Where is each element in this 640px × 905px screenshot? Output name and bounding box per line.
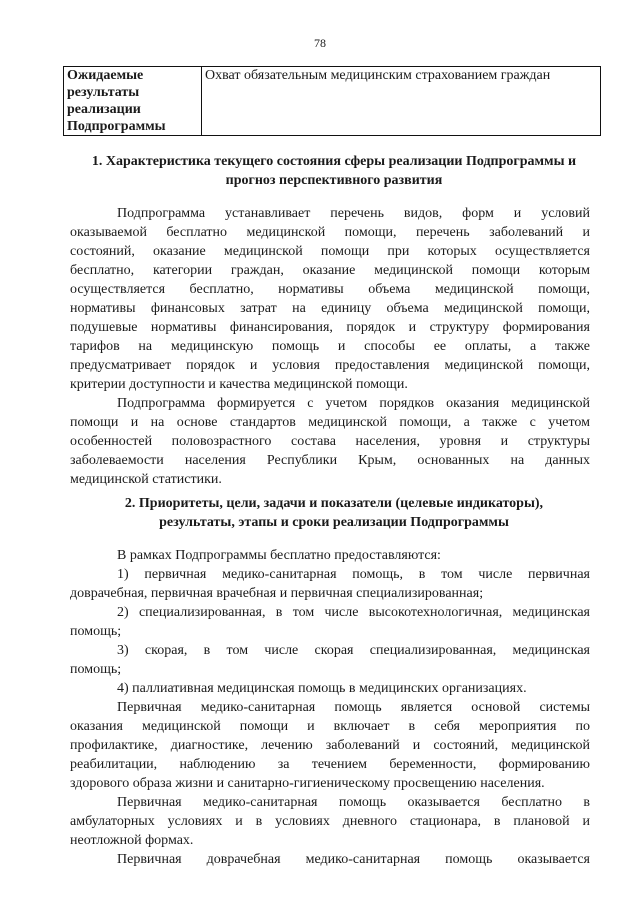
list-item-4: 4) паллиативная медицинская помощь в медицинских организациях. [117,681,527,696]
label-line: реализации [67,102,141,117]
text-line: особенностей половозрастного состава населения, уровня и структуры [70,434,590,449]
text-line: тарифов на медицинскую помощь и способы ее оплаты, а также [70,339,590,354]
text-line: бесплатно, категории граждан, оказание медицинской помощи которым [70,263,590,278]
label-line: результаты [67,85,140,100]
title-line: 2. Приоритеты, цели, задачи и показатели (целевые индикаторы), [124,496,544,511]
text-line: Подпрограмма устанавливает перечень видов, форм и условий [117,206,590,221]
section1-title [70,152,598,190]
text-line: осуществляется бесплатно, нормативы объема медицинской помощи, [70,282,590,297]
text-line: Первичная медико-санитарная помощь является основой системы [117,700,590,715]
text-line: предусматривает порядок и условия предоставления медицинской помощи, [70,358,590,373]
text-line: заболеваемости населения Республики Крым, основанных на данных [70,453,590,468]
text-line: Подпрограмма формируется с учетом порядков оказания медицинской [117,396,590,411]
list-item-3: 3) скорая, в том числе скорая специализированная, медицинская [117,643,590,658]
title-line: результаты, этапы и сроки реализации Подпрограммы [159,515,509,530]
text-line: реабилитации, наблюдению за течением беременности, формированию [70,757,590,772]
expected-results-value: Охват обязательным медицинским страхованием граждан [202,67,601,136]
expected-results-label [64,67,202,136]
title-line: прогноз перспективного развития [225,173,443,188]
text-line: критерии доступности и качества медицинской помощи. [70,377,408,392]
text-line: оказания медицинской помощи и включает в себя мероприятия по [70,719,590,734]
section1-paragraph-1 [70,204,590,394]
text-line: помощь; [70,624,122,639]
text-line: подушевые нормативы финансирования, порядок и структуру формирования [70,320,590,335]
text-line: неотложной формах. [70,833,194,848]
label-line: Подпрограммы [67,119,166,134]
text-line: оказываемой бесплатно медицинской помощи, перечень заболеваний и [70,225,590,240]
text-line: Первичная доврачебная медико-санитарная помощь оказывается [117,852,590,867]
section1-paragraph-2 [70,394,590,489]
text-line: помощи и на основе стандартов медицинской помощи, а также с учетом [70,415,590,430]
list-item-1: 1) первичная медико-санитарная помощь, в том числе первичная [117,567,590,582]
text-line: здорового образа жизни и санитарно-гигиеническому просвещению населения. [70,776,545,791]
text-line: нормативы финансовых затрат на единицу объема медицинской помощи, [70,301,590,316]
text-line: Первичная медико-санитарная помощь оказывается бесплатно в [117,795,590,810]
text-line: доврачебная, первичная врачебная и первичная специализированная; [70,586,484,601]
section2-body [70,546,590,869]
text-line: медицинской статистики. [70,472,222,487]
page-number: 78 [314,36,326,50]
title-line: 1. Характеристика текущего состояния сферы реализации Подпрограммы и [91,154,577,169]
text-line: помощь; [70,662,122,677]
text-line: состояний, оказание медицинской помощи при которых осуществляется [70,244,590,259]
expected-results-table [63,66,601,136]
list-item-2: 2) специализированная, в том числе высокотехнологичная, медицинская [117,605,590,620]
text-line: амбулаторных условиях и в условиях дневного стационара, в плановой и [70,814,590,829]
text-line: В рамках Подпрограммы бесплатно предоставляются: [117,548,441,563]
text-line: профилактике, диагностике, лечению заболеваний и состояний, медицинской [70,738,590,753]
section2-title [70,494,598,532]
label-line: Ожидаемые [67,68,144,83]
